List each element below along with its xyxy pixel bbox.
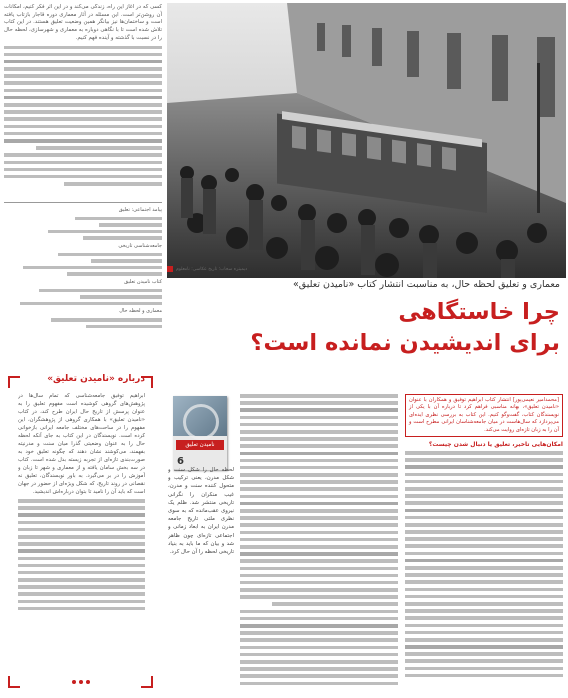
footnote-item: کتاب نامیدن تعلیق [124, 278, 162, 285]
book-cover-title: نامیدن تعلیق [176, 440, 224, 450]
sidebar-text [18, 392, 145, 674]
footnotes [4, 200, 162, 332]
headline-line-1: چرا خاستگاهی [398, 299, 560, 325]
book-description-text: لحظه حال را شکل سنت و شکل مدرن، یعنی ترکیب و متحول کننده سنت و مدرن، غیب منکران را نگرانی تاریخی منتشر شد. ظلم یک نیروی عقب‌مانده که به سوی نظری ملتی تاریخ جامعه مدرن ایران به ابعاد زمانی و اجتماعی تازه‌ای چون ظاهر شد و بیان که ما باید به بنیاد تاریخی لحظه را آن حال کرد. [168, 467, 234, 556]
left-column-text [4, 4, 162, 196]
book-cover [173, 396, 227, 470]
corner-tl [8, 376, 20, 388]
article-column-left [240, 394, 398, 694]
headline [230, 297, 560, 359]
caption-marker [167, 266, 173, 272]
book-cover-number: 6 [177, 456, 184, 467]
left-column-lead: کسی که در آغاز این راه، زندگی می‌کند و در این اثر فکر کنیم، امکانات آن روشن‌تر است. این مسئله در آثار معماری دوره قاجار بازتاب یافته است و ساختمان‌ها نیز بیانگر همین وضعیت تعلیق هستند. در این کتاب تلاش شده است تا با نگاهی دوباره به معماری و شهرسازی، لحظه حال را در نسبت با گذشته و آینده فهم کنیم. [4, 4, 162, 41]
photo-caption [167, 266, 287, 272]
footnote-item: جامعه‌شناسی تاریخی [118, 242, 162, 249]
footnote-item: معماری و لحظه حال [119, 308, 162, 315]
caption-text: دیمیتره سحاب؛ تاریخ عکاسی: نامعلوم [176, 266, 248, 272]
footnote-item: پیامد اجتماعی: تعلیق [118, 207, 162, 213]
lead-text: [محمدامیر نعیمی‌پور] انتشار کتاب ابراهیم توفیق و همکاران با عنوان «نامیدن تعلیق»، بهانه مناسبی فراهم کرد تا درباره آن با یکی از نویسندگان کتاب، گفت‌وگو کنیم. این کتاب به بررسی نظری ایده‌ای می‌پردازد که سال‌هاست در میان جامعه‌شناسان ایرانی مطرح است و آن را به زبان تازه‌ای روایت می‌کند. [409, 397, 559, 433]
headline-line-2: برای اندیشیدن نمانده است؟ [250, 330, 560, 356]
sidebar-heading: درباره «نامیدن تعلیق» [47, 374, 145, 384]
section-subhead: امکان‌هایی تاخیر، تعلیق یا دنبال شدن چیست؟ [428, 441, 563, 449]
sidebar-box [8, 376, 153, 688]
lead-box [405, 394, 563, 437]
sidebar-end-dots [8, 680, 153, 684]
article-column-right [405, 394, 563, 694]
book-description [168, 466, 234, 616]
overtitle: معماری و تعلیق لحظه حال، به مناسبت انتشار کتاب «نامیدن تعلیق» [293, 279, 560, 290]
sidebar-paragraph: ابراهیم توفیق جامعه‌شناسی که تمام سال‌ها در پژوهش‌های گروهی کوشیده است مفهوم تعلیق را به عنوان پرسش از تاریخ حال ایران طرح کند، در کتاب «نامیدن تعلیق» با همکاری گروهی از پژوهشگران، این مفهوم را در ساحت‌های مختلف جامعه ایرانی بازخوانی کرده است. نویسندگان در این کتاب به جای آنکه لحظه حال را به عنوان وضعیتی گذرا میان سنت و مدرنیته بفهمند، می‌کوشند نشان دهند که چگونه تعلیق خود به صورت‌بندی تازه‌ای از تجربه زیسته بدل شده است. کتاب در سه بخش سامان یافته و از معماری و شهر تا زبان و آموزش را در بر می‌گیرد. به باور نویسندگان، تعلیق نه نقصانی در روند تاریخ، که شکل ویژه‌ای از حضور در جهان است که باید آن را نامید تا بتوان درباره‌اش اندیشید. [18, 393, 145, 495]
historic-street-photo [167, 3, 566, 278]
